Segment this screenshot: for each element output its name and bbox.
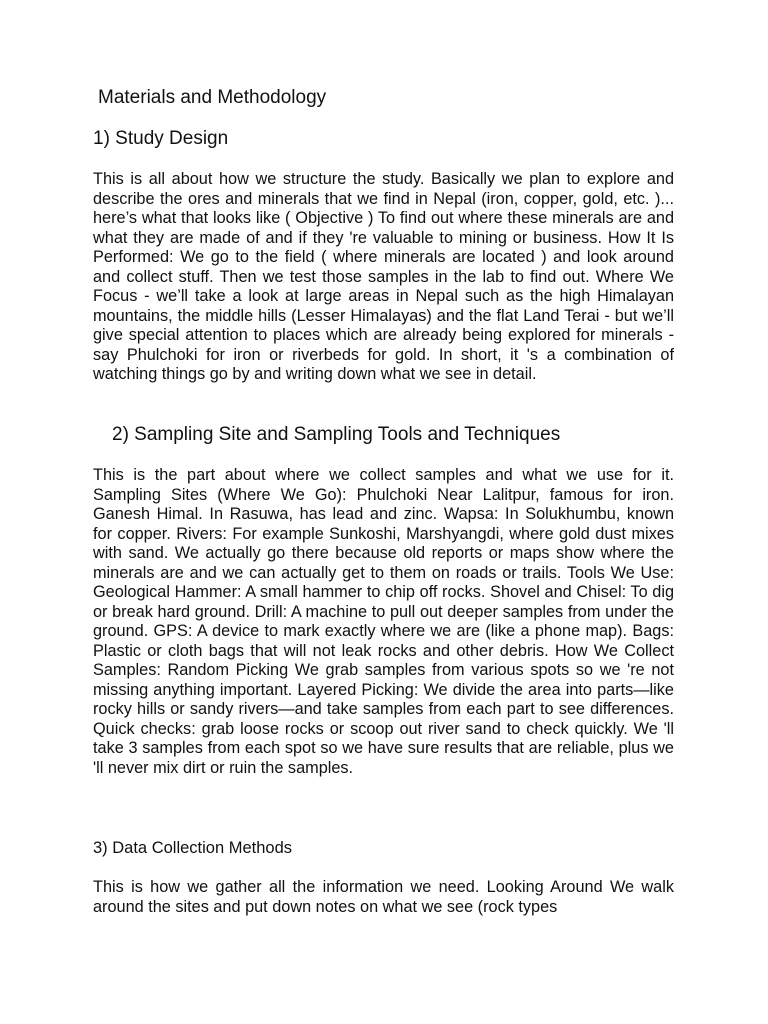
section-heading-sampling: 2) Sampling Site and Sampling Tools and Techniques	[112, 424, 561, 445]
section-body-study-design: This is all about how we structure the study. Basically we plan to explore and describe the ores and minerals that we find in Nepal (iron, copper, gold, etc. )... here’s what that looks like ( Objective ) To find out where these minerals are and what they are made of and if they 're valuable to mining or business. How It Is Performed: We go to the field ( where minerals are located ) and look around and collect stuff. Then we test those samples in the lab to find out. Where We Focus - we’ll take a look at large areas in Nepal such as the high Himalayan mountains, the middle hills (Lesser Himalayas) and the flat Land Terai - but we’ll give special attention to places which are already being explored for minerals - say Phulchoki for iron or riverbeds for gold. In short, it 's a combination of watching things go by and writing down what we see in detail.	[93, 170, 674, 383]
section-heading-study-design: 1) Study Design	[93, 128, 229, 149]
section-body-sampling: This is the part about where we collect samples and what we use for it. Sampling Sites (Where We Go): Phulchoki Near Lalitpur, famous for iron. Ganesh Himal. In Rasuwa, has lead and zinc. Wapsa: In Solukhumbu, known for copper. Rivers: For example Sunkoshi, Marshyangdi, where gold dust mixes with sand. We actually go there because old reports or maps show where the minerals are and we can actually get to them on roads or trails. Tools We Use: Geological Hammer: A small hammer to chip off rocks. Shovel and Chisel: To dig or break hard ground. Drill: A machine to pull out deeper samples from under the ground. GPS: A device to mark exactly where we are (like a phone map). Bags: Plastic or cloth bags that will not leak rocks and other debris. How We Collect Samples: Random Picking We grab samples from various spots so we 're not missing anything important. Layered Picking: We divide the area into parts—like rocky hills or sandy rivers—and take samples from each part to see differences. Quick checks: grab loose rocks or scoop out river sand to check quickly. We 'll take 3 samples from each spot so we have sure results that are reliable, plus we 'll never mix dirt or ruin the samples.	[93, 466, 674, 777]
document-title: Materials and Methodology	[98, 87, 327, 108]
section-heading-data-collection: 3) Data Collection Methods	[93, 839, 293, 857]
section-body-data-collection: This is how we gather all the information we need. Looking Around We walk around the sites and put down notes on what we see (rock types	[93, 878, 674, 916]
